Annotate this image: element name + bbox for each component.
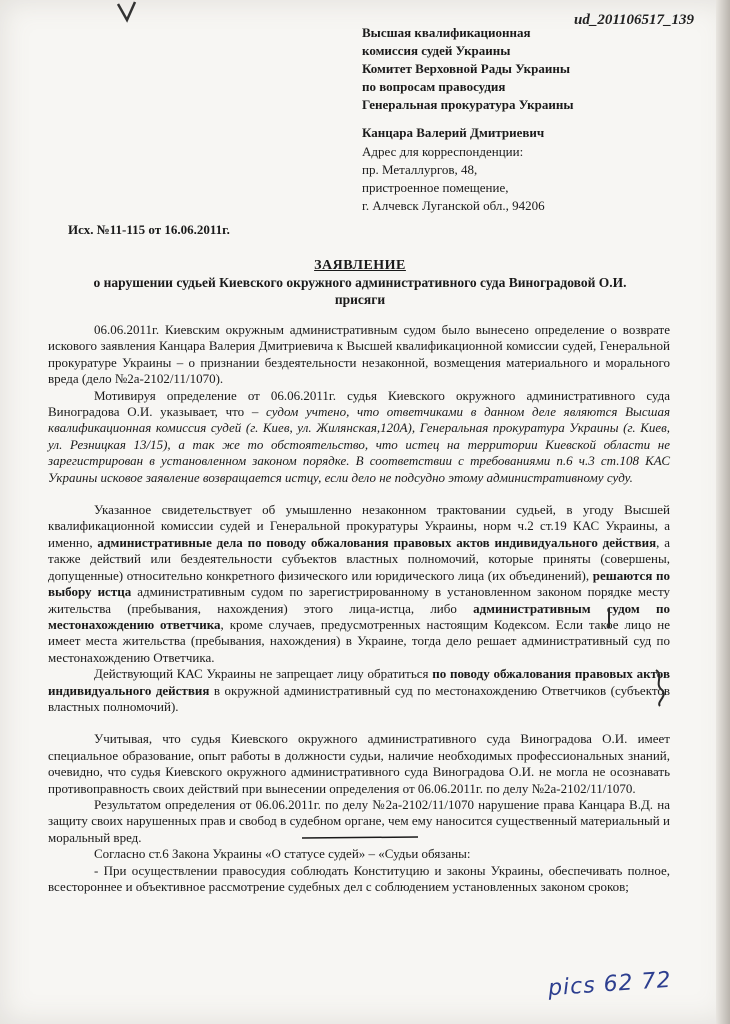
underline-mark-icon [300, 832, 420, 842]
paragraph-text: , кроме случаев, предусмотренных настоящим Кодексом. Если такое лицо не имеет места жительства (пребывания, нахождения) в Украине, тогда дело решает административный суд по местонахождению Ответчика. [48, 616, 670, 665]
statement-heading [40, 257, 680, 308]
statement-subtitle: о нарушении судьей Киевского окружного административного суда Виноградовой О.И. [93, 275, 627, 290]
pen-scribble-icon [650, 668, 670, 708]
pen-mark-icon [600, 606, 618, 630]
outgoing-reference: Исх. №11-115 от 16.06.2011г. [68, 222, 230, 237]
sender-block [362, 124, 662, 215]
document-id: ud_201106517_139 [573, 12, 694, 28]
paragraph [48, 666, 670, 715]
paragraph-text: , а также действий или бездеятельности субъектов властных полномочий, которые приняты (совершены, допущенные) относительно конкретного физического или юридического лица (их объединений), [48, 534, 670, 583]
statement-body [48, 322, 670, 895]
paragraph-text: административным судом по зарегистрированному в установленном законом порядке месту жительства (пребывания, нахождения) этого лица-истца, либо [48, 584, 670, 616]
emphasis-text: административным судом по местонахождению ответчика [48, 600, 670, 632]
sender-address-line: пр. Металлургов, 48, [362, 162, 478, 177]
paragraph-text: Мотивируя определение от 06.06.2011г. судья Киевского окружного административного суда Виноградова О.И. указывает, что – [48, 387, 670, 420]
paragraph: Учитывая, что судья Киевского окружного административного суда Виноградова О.И. имеет специальное образование, опыт работы в должности судьи, наличие необходимых профессиональных знаний, очевидно, что судья Киевского окружного административного суда Виноградова О.И. не могла не осознавать противоправность своих действий при вынесении определения от 06.06.2011г. по делу №2а-2102/11/1070. [48, 731, 670, 796]
paragraph-text: Действующий КАС Украины не запрещает лицу обратиться [94, 666, 433, 682]
sender-address-line: Адрес для корреспонденции: [362, 144, 524, 159]
paragraph-text: Указанное свидетельствует об умышленно незаконном трактовании судьей, в угоду Высшей квалификационной комиссии судей и Генеральной прокуратуры Украины, норм ч.2 ст.19 КАС Украины, а именно, [48, 502, 670, 550]
recipient-line: по вопросам правосудия [362, 79, 506, 94]
paragraph: Согласно ст.6 Закона Украины «О статусе судей» – «Судьи обязаны: [94, 846, 471, 862]
statement-subtitle: присяги [334, 292, 386, 307]
recipient-line: комиссия судей Украины [362, 43, 511, 58]
handwritten-note: pics 62 72 [547, 967, 673, 1002]
paragraph: Результатом определения от 06.06.2011г. по делу №2а-2102/11/1070 нарушение права Канцара В.Д. на защиту своих нарушенных прав и свобод в судебном органе, чем ему наносится существенный материальный и моральный вред. [48, 796, 670, 845]
recipient-line: Комитет Верховной Рады Украины [362, 61, 571, 76]
emphasis-text: по поводу обжалования правовых актов индивидуального действия [48, 666, 670, 698]
paragraph [48, 502, 670, 666]
recipient-line: Высшая квалификационная [362, 25, 531, 40]
sender-address-line: пристроенное помещение, [362, 180, 509, 195]
page-edge-shadow [716, 0, 730, 1024]
emphasis-text: административные дела по поводу обжалования правовых актов индивидуального действия [97, 534, 657, 550]
paragraph: 06.06.2011г. Киевским окружным административным судом было вынесено определение о возврате искового заявления Канцара Валерия Дмитриевича к Высшей квалификационной комиссии судей, Генеральной прокуратуре Украины – о признании бездеятельности незаконной, возмещения материального и морального вреда (дело №2а-2102/11/1070). [48, 322, 670, 387]
sender-name: Канцара Валерий Дмитриевич [362, 125, 545, 140]
paragraph [48, 388, 670, 486]
paragraph-text: в окружной административный суд по местонахождению Ответчиков (субъектов властных полномочий). [48, 682, 670, 714]
pen-mark-icon [115, 0, 143, 24]
statement-title: ЗАЯВЛЕНИЕ [314, 258, 406, 273]
sender-address-line: г. Алчевск Луганской обл., 94206 [362, 198, 545, 213]
recipient-line: Генеральная прокуратура Украины [362, 97, 574, 112]
emphasis-text: решаются по выбору истца [48, 567, 670, 600]
paragraph: - При осуществлении правосудия соблюдать Конституцию и законы Украины, обеспечивать полное, всестороннее и объективное рассмотрение судебных дел с соблюдением установленных законом сроков; [48, 862, 670, 894]
recipients-block [362, 24, 662, 114]
quoted-court-text: судом учтено, что ответчиками в данном деле являются Высшая квалификационная комиссия судей (г. Киев, ул. Жилянская,120А), Генеральная прокуратура Украины (г. Киев, ул. Резницкая 13/15), а так же то обстоятельство, что истец на территории Киевской области не зарегистрирован в установленном законом порядке. В соответствии с требованиями п.6 ч.3 ст.108 КАС Украины исковое заявление возвращается истцу, если дело не подсудно этому административному суду. [48, 404, 670, 485]
